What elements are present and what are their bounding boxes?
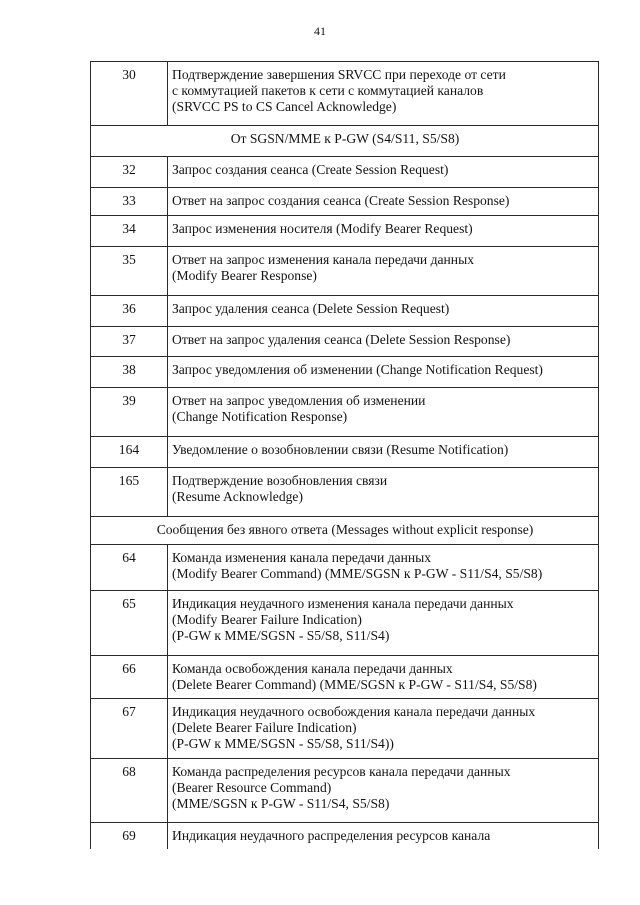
message-code: 164	[91, 437, 168, 468]
description-line: Команда освобождения канала передачи данных	[172, 661, 453, 676]
message-description	[168, 656, 599, 699]
table-row	[91, 468, 599, 517]
table-row	[91, 62, 599, 126]
description-line: Ответ на запрос создания сеанса (Create Session Response)	[172, 193, 510, 208]
message-code: 30	[91, 62, 168, 126]
table-row	[91, 437, 599, 468]
description-line: Ответ на запрос изменения канала передачи данных	[172, 252, 475, 267]
description-line: (Delete Bearer Failure Indication)	[172, 720, 357, 735]
message-description	[168, 216, 599, 247]
message-code: 32	[91, 157, 168, 188]
description-line: с коммутацией пакетов к сети с коммутацией каналов	[172, 83, 484, 98]
message-code: 69	[91, 823, 168, 849]
message-description	[168, 823, 599, 849]
description-line: (Delete Bearer Command) (MME/SGSN к P-GW - S11/S4, S5/S8)	[172, 677, 537, 692]
description-line: (MME/SGSN к P-GW - S11/S4, S5/S8)	[172, 796, 390, 811]
message-code: 39	[91, 388, 168, 437]
description-line: Команда изменения канала передачи данных	[172, 550, 432, 565]
description-line: Индикация неудачного распределения ресурсов канала	[172, 828, 491, 843]
message-description	[168, 388, 599, 437]
message-code: 38	[91, 357, 168, 388]
message-description	[168, 247, 599, 296]
message-code: 33	[91, 188, 168, 216]
description-line: Ответ на запрос уведомления об изменении	[172, 393, 426, 408]
table-row	[91, 357, 599, 388]
message-description	[168, 468, 599, 517]
description-line: Запрос уведомления об изменении (Change Notification Request)	[172, 362, 543, 377]
message-description	[168, 545, 599, 591]
message-description	[168, 759, 599, 823]
description-line: (P-GW к MME/SGSN - S5/S8, S11/S4))	[172, 736, 394, 751]
description-line: (SRVCC PS to CS Cancel Acknowledge)	[172, 99, 397, 114]
message-code: 35	[91, 247, 168, 296]
description-line: (Modify Bearer Response)	[172, 268, 317, 283]
message-description	[168, 327, 599, 357]
section-header: Сообщения без явного ответа (Messages without explicit response)	[91, 517, 599, 545]
message-description	[168, 357, 599, 388]
message-description	[168, 188, 599, 216]
section-header-row	[91, 126, 599, 157]
table-row	[91, 759, 599, 823]
description-line: (Change Notification Response)	[172, 409, 348, 424]
section-header: От SGSN/MME к P-GW (S4/S11, S5/S8)	[91, 126, 599, 157]
table-row	[91, 157, 599, 188]
description-line: Запрос изменения носителя (Modify Bearer Request)	[172, 221, 473, 236]
table-row	[91, 699, 599, 759]
message-description	[168, 157, 599, 188]
message-code: 37	[91, 327, 168, 357]
table-row	[91, 327, 599, 357]
message-code: 34	[91, 216, 168, 247]
message-table-body	[91, 62, 599, 849]
table-row	[91, 188, 599, 216]
message-description	[168, 699, 599, 759]
message-description	[168, 591, 599, 656]
message-code: 67	[91, 699, 168, 759]
description-line: (Modify Bearer Failure Indication)	[172, 612, 362, 627]
description-line: Уведомление о возобновлении связи (Resume Notification)	[172, 442, 509, 457]
message-description	[168, 296, 599, 327]
description-line: (Bearer Resource Command)	[172, 780, 332, 795]
description-line: Запрос создания сеанса (Create Session Request)	[172, 162, 449, 177]
table-row	[91, 656, 599, 699]
description-line: Ответ на запрос удаления сеанса (Delete Session Response)	[172, 332, 511, 347]
table-row	[91, 545, 599, 591]
description-line: Команда распределения ресурсов канала передачи данных	[172, 764, 511, 779]
table-row	[91, 296, 599, 327]
message-code: 36	[91, 296, 168, 327]
table-row	[91, 216, 599, 247]
table-row	[91, 823, 599, 849]
description-line: Индикация неудачного освобождения канала передачи данных	[172, 704, 536, 719]
table-row	[91, 388, 599, 437]
message-code: 165	[91, 468, 168, 517]
message-description	[168, 437, 599, 468]
description-line: Запрос удаления сеанса (Delete Session Request)	[172, 301, 450, 316]
table-row	[91, 591, 599, 656]
description-line: (P-GW к MME/SGSN - S5/S8, S11/S4)	[172, 628, 390, 643]
message-code: 65	[91, 591, 168, 656]
table-row	[91, 247, 599, 296]
message-code: 66	[91, 656, 168, 699]
description-line: Подтверждение возобновления связи	[172, 473, 388, 488]
section-header-row	[91, 517, 599, 545]
description-line: (Modify Bearer Command) (MME/SGSN к P-GW - S11/S4, S5/S8)	[172, 566, 543, 581]
description-line: Подтверждение завершения SRVCC при переходе от сети	[172, 67, 506, 82]
description-line: Индикация неудачного изменения канала передачи данных	[172, 596, 514, 611]
message-table	[90, 61, 599, 849]
message-code: 68	[91, 759, 168, 823]
page-number: 41	[314, 24, 326, 38]
message-description	[168, 62, 599, 126]
description-line: (Resume Acknowledge)	[172, 489, 303, 504]
message-code: 64	[91, 545, 168, 591]
